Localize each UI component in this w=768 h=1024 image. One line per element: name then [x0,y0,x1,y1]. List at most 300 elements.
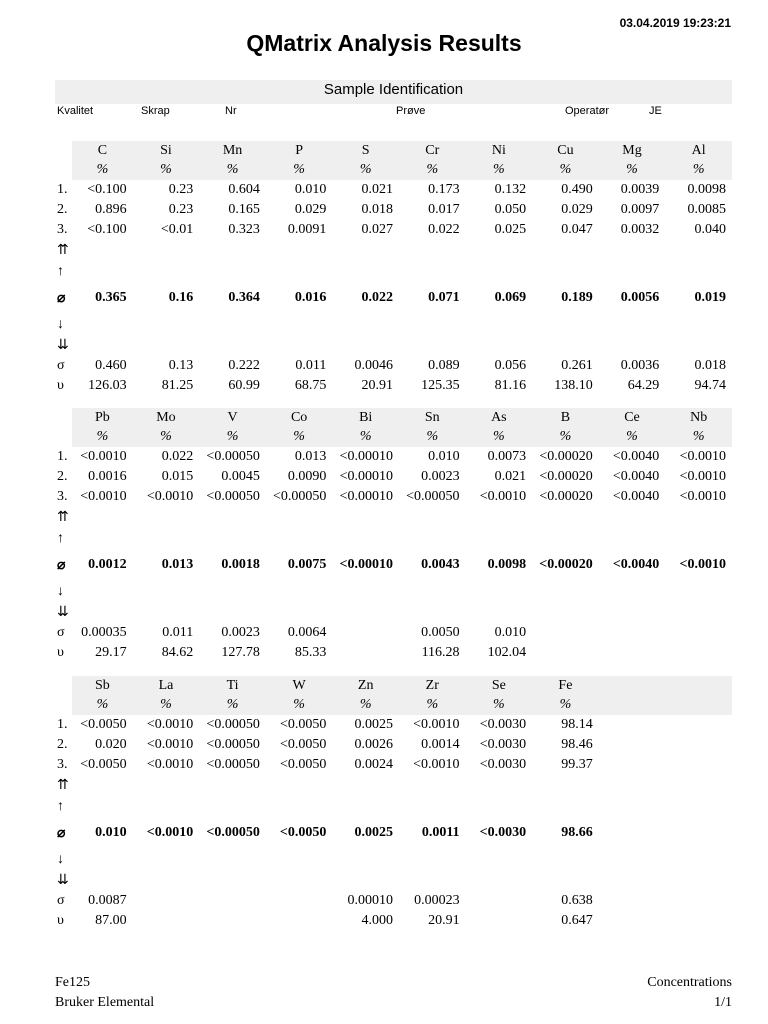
element-header: S [332,141,399,160]
table-cell: 0.0045 [221,469,260,484]
table-cell [266,261,333,282]
table-cell: 0.647 [561,913,593,928]
table-row [55,200,732,220]
table-cell: <0.100 [87,222,127,237]
operator-label: Operatør [565,105,610,117]
table-cell: 0.261 [561,358,593,373]
row-label: ⇊ [57,873,69,888]
table-cell: 0.022 [361,290,393,305]
table-cell: 0.460 [95,358,127,373]
table-row [55,507,732,528]
table-cell: <0.0050 [279,825,327,840]
table-cell [399,314,466,335]
table-cell [532,240,599,261]
table-cell: <0.00020 [539,469,593,484]
table-cell: 0.020 [95,737,127,752]
table-cell [332,796,399,817]
table-cell [133,870,200,891]
table-cell [199,581,266,602]
row-label: σ [57,358,65,373]
table-cell [332,528,399,549]
prove-label: Prøve [396,105,426,117]
table-cell [532,581,599,602]
table-cell [599,735,666,755]
table-cell [266,581,333,602]
table-cell: 0.016 [294,290,327,305]
table-row [55,715,732,735]
table-row [55,870,732,891]
footer-type: Concentrations [647,975,732,990]
table-cell: 0.0043 [421,557,460,572]
table-cell: 0.365 [95,290,127,305]
table-cell: 0.021 [494,469,527,484]
row-label: ↑ [57,798,64,814]
element-header: La [133,676,200,695]
table-cell: <0.0010 [146,737,194,752]
table-row [55,643,732,663]
element-header: Cr [399,141,466,160]
unit-header: % [332,427,399,447]
table-row [55,314,732,335]
unit-header: % [466,427,533,447]
table-cell: 0.16 [168,290,194,305]
table-cell: <0.0010 [679,489,726,504]
table-cell [332,261,399,282]
row-label: υ [57,378,64,393]
table-cell: 0.0097 [620,202,660,217]
table-cell: 0.013 [161,557,194,572]
table-cell: <0.0030 [479,825,527,840]
table-cell: <0.0040 [612,557,660,572]
table-cell [466,507,533,528]
table-cell: 0.132 [494,182,527,197]
table-cell [399,849,466,870]
table-cell: 0.017 [428,202,460,217]
element-header: Al [665,141,732,160]
table-cell [599,507,666,528]
table-cell [72,775,133,796]
page-title: QMatrix Analysis Results [246,30,522,56]
table-cell: 98.46 [561,737,593,752]
table-row [55,849,732,870]
table-cell [72,849,133,870]
table-cell: 0.638 [561,893,593,908]
table-cell: <0.00050 [206,489,260,504]
element-header: Sb [72,676,133,695]
row-label: ↑ [57,530,64,546]
table-cell [665,335,732,356]
table-cell [133,911,200,931]
unit-header: % [665,427,732,447]
row-label: 3. [57,489,68,504]
table-cell: 0.089 [428,358,460,373]
table-row [55,623,732,643]
table-cell: 0.015 [161,469,194,484]
table-cell: 102.04 [487,645,527,660]
row-label [55,141,72,160]
table-cell [266,240,333,261]
row-label: ⌀ [57,825,66,841]
footer-method: Fe125 [55,975,90,990]
table-cell: <0.100 [87,182,127,197]
table-cell: 0.018 [694,358,726,373]
table-cell [665,849,732,870]
table-cell: 0.490 [561,182,593,197]
table-cell [72,240,133,261]
table-cell: 0.0023 [221,625,260,640]
table-cell: <0.00020 [539,449,593,464]
table-cell: 0.0025 [354,825,393,840]
table-cell [599,314,666,335]
table-cell: 0.0011 [421,825,460,840]
table-cell: 0.00023 [414,893,460,908]
row-label: σ [57,625,65,640]
table-cell [665,261,732,282]
table-cell [665,735,732,755]
row-label: σ [57,893,65,908]
table-cell: 0.022 [161,449,194,464]
table-cell: 0.323 [228,222,260,237]
table-cell: 0.0016 [88,469,127,484]
table-cell: 0.0075 [287,557,327,572]
table-cell [466,581,533,602]
table-cell: 81.25 [161,378,194,393]
footer-right [647,973,732,1013]
row-label: ↓ [57,851,64,867]
table-cell: 0.050 [494,202,527,217]
table-row [55,549,732,581]
table-cell: <0.0010 [679,449,726,464]
table-cell [266,849,333,870]
table-cell [466,911,533,931]
table-cell: 0.165 [228,202,260,217]
table-cell [599,849,666,870]
element-header: Ce [599,408,666,427]
concentration-table-3 [55,676,732,931]
row-label: υ [57,645,64,660]
table-cell: 0.0050 [421,625,460,640]
table-cell: 0.0056 [620,290,660,305]
table-cell [199,335,266,356]
table-cell: <0.0010 [679,469,726,484]
table-cell: 0.0046 [354,358,393,373]
table-cell [599,796,666,817]
table-cell [266,528,333,549]
unit-header: % [665,160,732,180]
table-cell [466,796,533,817]
table-cell [599,528,666,549]
table-cell: 0.00010 [347,893,393,908]
unit-header: % [532,695,599,715]
table-cell [665,643,732,663]
table-cell: 0.189 [561,290,593,305]
unit-header [665,695,732,715]
table-cell: 0.13 [168,358,194,373]
table-cell [199,314,266,335]
unit-header: % [266,695,333,715]
unit-header: % [199,695,266,715]
table-cell: 4.000 [361,913,393,928]
element-header: C [72,141,133,160]
table-row [55,755,732,775]
table-cell [665,314,732,335]
kvalitet-label: Kvalitet [57,105,94,117]
table-cell [266,870,333,891]
table-cell: 0.056 [494,358,527,373]
element-header: Sn [399,408,466,427]
element-header: Zr [399,676,466,695]
table-row [55,240,732,261]
row-label: 1. [57,182,68,197]
table-cell: 29.17 [95,645,127,660]
unit-header: % [599,427,666,447]
table-cell [266,775,333,796]
row-label [55,160,72,180]
row-label: ⇈ [57,778,69,793]
table-row [55,220,732,240]
table-cell [399,507,466,528]
table-cell [199,528,266,549]
table-cell [332,314,399,335]
row-label: ↑ [57,263,64,279]
table-cell: <0.00020 [539,489,593,504]
table-cell [665,775,732,796]
table-cell [199,261,266,282]
table-cell [133,891,200,911]
table-cell [665,581,732,602]
table-cell: <0.00050 [206,717,260,732]
table-cell [199,602,266,623]
table-cell: 98.66 [561,825,593,840]
table-cell: 0.0064 [287,625,327,640]
unit-header: % [399,160,466,180]
table-cell [466,775,533,796]
table-cell: 0.011 [295,358,327,373]
row-label: ⌀ [57,290,66,306]
element-header: B [532,408,599,427]
table-cell: 94.74 [694,378,726,393]
operator-value: JE [649,105,662,117]
row-label: ⌀ [57,557,66,573]
unit-header [599,695,666,715]
unit-header: % [399,695,466,715]
table-cell: 0.0025 [354,717,393,732]
table-cell [665,623,732,643]
element-header: Pb [72,408,133,427]
table-cell: 0.0014 [421,737,460,752]
table-cell [199,507,266,528]
table-cell: <0.0030 [479,757,527,772]
table-cell: <0.0010 [679,557,726,572]
table-cell [466,602,533,623]
element-header: Zn [332,676,399,695]
table-cell [532,775,599,796]
table-cell [665,911,732,931]
table-cell: <0.0010 [80,449,127,464]
unit-header: % [266,160,333,180]
element-header: Mg [599,141,666,160]
table-cell: 0.222 [228,358,260,373]
unit-header: % [199,427,266,447]
table-cell: <0.00050 [206,825,260,840]
table-cell: 68.75 [294,378,327,393]
table-row [55,891,732,911]
table-cell [72,335,133,356]
table-cell [199,891,266,911]
table-cell: 0.173 [428,182,460,197]
table-cell: <0.0010 [146,717,194,732]
table-cell [599,602,666,623]
sample-identification-header: Sample Identification [55,80,732,104]
footer-page: 1/1 [714,995,732,1010]
table-cell: <0.0010 [413,757,460,772]
table-cell [133,581,200,602]
table-cell: 0.23 [168,202,194,217]
unit-header: % [466,160,533,180]
table-cell [332,507,399,528]
table-cell [532,602,599,623]
table-cell: <0.0030 [479,717,527,732]
table-cell: 0.047 [561,222,593,237]
row-label: ⇈ [57,510,69,525]
table-row [55,581,732,602]
table-row [55,261,732,282]
table-cell [266,911,333,931]
unit-header: % [332,695,399,715]
table-cell: <0.00050 [206,757,260,772]
row-label [55,695,72,715]
identification-row [0,104,768,120]
table-row [55,356,732,376]
table-cell: 20.91 [361,378,393,393]
element-header: Nb [665,408,732,427]
row-label: ⇊ [57,338,69,353]
table-cell [665,240,732,261]
table-cell [199,796,266,817]
table-cell: <0.00010 [339,469,393,484]
row-label: 3. [57,757,68,772]
element-header: Fe [532,676,599,695]
table-cell: 0.029 [561,202,593,217]
table-cell: 0.23 [168,182,194,197]
table-cell: <0.00010 [339,449,393,464]
table-cell: 0.019 [694,290,726,305]
table-cell: <0.0050 [80,717,127,732]
table-cell [133,849,200,870]
table-cell [72,796,133,817]
concentration-table-2 [55,408,732,663]
table-cell [199,870,266,891]
table-cell [133,261,200,282]
table-row [55,695,732,715]
unit-header: % [133,427,200,447]
skrap-label: Skrap [141,105,170,117]
table-cell: <0.0050 [280,757,327,772]
table-cell: 0.010 [494,625,527,640]
table-cell [332,335,399,356]
table-cell [199,911,266,931]
timestamp: 03.04.2019 19:23:21 [619,16,731,30]
table-row [55,817,732,849]
table-cell [599,643,666,663]
table-cell: <0.00050 [206,449,260,464]
element-header: Ni [466,141,533,160]
table-cell: 0.0023 [421,469,460,484]
table-cell: 0.013 [294,449,327,464]
table-cell [266,507,333,528]
row-label [55,676,72,695]
table-cell [72,507,133,528]
table-cell [532,314,599,335]
table-cell: 0.029 [294,202,327,217]
table-cell [72,261,133,282]
table-row [55,467,732,487]
table-cell: 64.29 [627,378,660,393]
table-cell: 0.0085 [687,202,726,217]
table-cell: <0.00050 [273,489,327,504]
table-cell [665,507,732,528]
table-cell [466,240,533,261]
table-cell: 0.010 [294,182,327,197]
table-cell [532,261,599,282]
element-header: Si [133,141,200,160]
table-cell [399,581,466,602]
table-cell: 81.16 [494,378,527,393]
row-label: 1. [57,449,68,464]
table-cell: 0.011 [162,625,194,640]
table-cell: 0.896 [95,202,127,217]
table-cell [133,507,200,528]
table-cell: 0.364 [228,290,260,305]
table-row [55,447,732,467]
table-row [55,735,732,755]
table-cell [72,314,133,335]
table-cell [599,817,666,849]
table-cell: 0.0018 [221,557,260,572]
table-row [55,911,732,931]
table-cell [665,870,732,891]
table-cell: <0.00010 [339,557,393,572]
table-cell [266,891,333,911]
table-cell: 0.040 [694,222,726,237]
unit-header: % [332,160,399,180]
table-cell [532,796,599,817]
table-row [55,180,732,200]
table-cell [332,775,399,796]
table-cell: <0.00010 [339,489,393,504]
element-header: As [466,408,533,427]
table-cell: 0.0036 [620,358,660,373]
unit-header: % [532,427,599,447]
table-row [55,160,732,180]
element-header: Bi [332,408,399,427]
element-header: Mn [199,141,266,160]
table-cell: 0.0012 [88,557,127,572]
table-cell: 0.021 [361,182,393,197]
table-cell: 84.62 [161,645,194,660]
table-cell: 85.33 [294,645,327,660]
table-row [55,376,732,396]
table-cell [665,528,732,549]
table-cell [332,623,399,643]
row-label [55,408,72,427]
table-cell [332,870,399,891]
table-cell [266,796,333,817]
table-cell: <0.0010 [146,825,194,840]
table-cell [665,715,732,735]
table-cell: 0.00035 [81,625,127,640]
table-cell: <0.00050 [406,489,460,504]
